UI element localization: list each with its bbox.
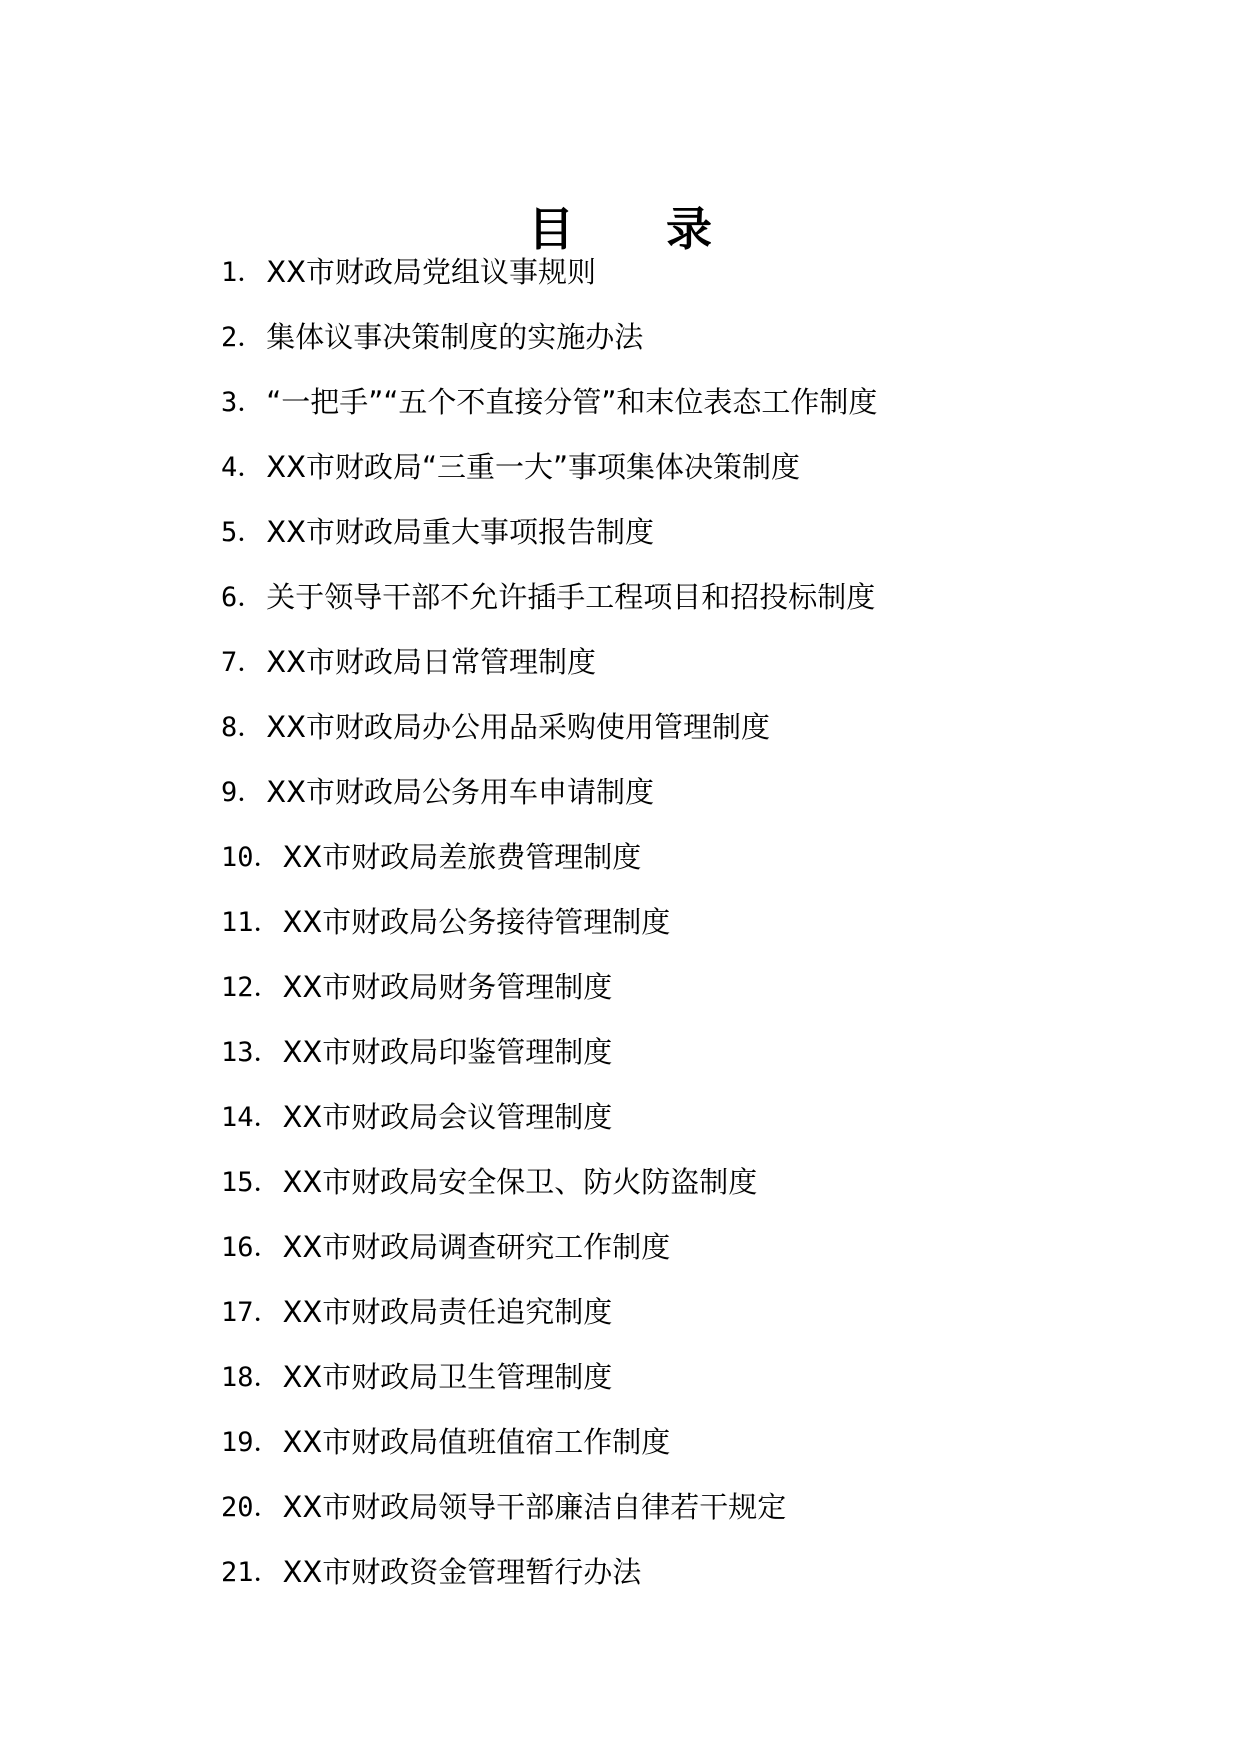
toc-item xyxy=(221,240,1121,305)
toc-item-number: 2． xyxy=(221,322,265,353)
toc-item-title: XX市财政局党组议事规则 xyxy=(266,255,596,289)
toc-item-title: 关于领导干部不允许插手工程项目和招投标制度 xyxy=(266,580,876,614)
toc-item-number: 10． xyxy=(221,842,281,873)
toc-item-number: 19． xyxy=(221,1427,281,1458)
toc-item-title: XX市财政局“三重一大”事项集体决策制度 xyxy=(266,450,801,484)
toc-item-title: XX市财政局公务用车申请制度 xyxy=(266,775,654,809)
toc-item xyxy=(221,825,1121,890)
toc-item xyxy=(221,1475,1121,1540)
toc-item-title: XX市财政局印鉴管理制度 xyxy=(282,1035,613,1069)
toc-item-title: XX市财政局重大事项报告制度 xyxy=(266,515,654,549)
toc-item xyxy=(221,435,1121,500)
toc-item-number: 9． xyxy=(221,777,265,808)
toc-item xyxy=(221,630,1121,695)
toc-item xyxy=(221,1215,1121,1280)
toc-item-number: 17． xyxy=(221,1297,281,1328)
toc-item-number: 5． xyxy=(221,517,265,548)
toc-item xyxy=(221,1020,1121,1085)
toc-item-title: XX市财政局日常管理制度 xyxy=(266,645,596,679)
toc-item-number: 6． xyxy=(221,582,265,613)
toc-item xyxy=(221,1540,1121,1605)
page-title: 目 录 xyxy=(527,201,750,256)
toc-item-title: XX市财政局财务管理制度 xyxy=(282,970,613,1004)
toc-item-number: 11． xyxy=(221,907,281,938)
toc-item-title: XX市财政资金管理暂行办法 xyxy=(282,1555,642,1589)
toc-item-title: XX市财政局会议管理制度 xyxy=(282,1100,613,1134)
toc-item-title: XX市财政局领导干部廉洁自律若干规定 xyxy=(282,1490,787,1524)
toc-item-title: “一把手”“五个不直接分管”和末位表态工作制度 xyxy=(266,385,878,419)
toc-item-number: 12． xyxy=(221,972,281,1003)
toc-item xyxy=(221,695,1121,760)
toc-item-title: XX市财政局卫生管理制度 xyxy=(282,1360,613,1394)
toc-item-number: 7． xyxy=(221,647,265,678)
toc-item-title: XX市财政局值班值宿工作制度 xyxy=(282,1425,671,1459)
toc-item-number: 4． xyxy=(221,452,265,483)
toc-item-title: XX市财政局调查研究工作制度 xyxy=(282,1230,671,1264)
toc-item-number: 16． xyxy=(221,1232,281,1263)
toc-item xyxy=(221,565,1121,630)
toc-item-number: 8． xyxy=(221,712,265,743)
toc-item-title: XX市财政局公务接待管理制度 xyxy=(282,905,671,939)
toc-item xyxy=(221,370,1121,435)
toc-item xyxy=(221,305,1121,370)
toc-item xyxy=(221,1280,1121,1345)
toc-item xyxy=(221,1150,1121,1215)
table-of-contents xyxy=(221,240,1121,1605)
toc-item-number: 14． xyxy=(221,1102,281,1133)
toc-item-title: XX市财政局责任追究制度 xyxy=(282,1295,613,1329)
toc-item-number: 15． xyxy=(221,1167,281,1198)
toc-item-number: 21． xyxy=(221,1557,281,1588)
toc-item-number: 13． xyxy=(221,1037,281,1068)
toc-item xyxy=(221,760,1121,825)
toc-item xyxy=(221,1410,1121,1475)
toc-item-number: 20． xyxy=(221,1492,281,1523)
toc-item-number: 1． xyxy=(221,257,265,288)
toc-item-title: XX市财政局差旅费管理制度 xyxy=(282,840,642,874)
toc-item-title: 集体议事决策制度的实施办法 xyxy=(266,320,644,354)
toc-item-number: 18． xyxy=(221,1362,281,1393)
toc-item xyxy=(221,1345,1121,1410)
toc-item xyxy=(221,890,1121,955)
toc-item xyxy=(221,500,1121,565)
toc-item xyxy=(221,955,1121,1020)
toc-item-number: 3． xyxy=(221,387,265,418)
toc-item-title: XX市财政局安全保卫、防火防盗制度 xyxy=(282,1165,758,1199)
toc-item-title: XX市财政局办公用品采购使用管理制度 xyxy=(266,710,770,744)
toc-item xyxy=(221,1085,1121,1150)
